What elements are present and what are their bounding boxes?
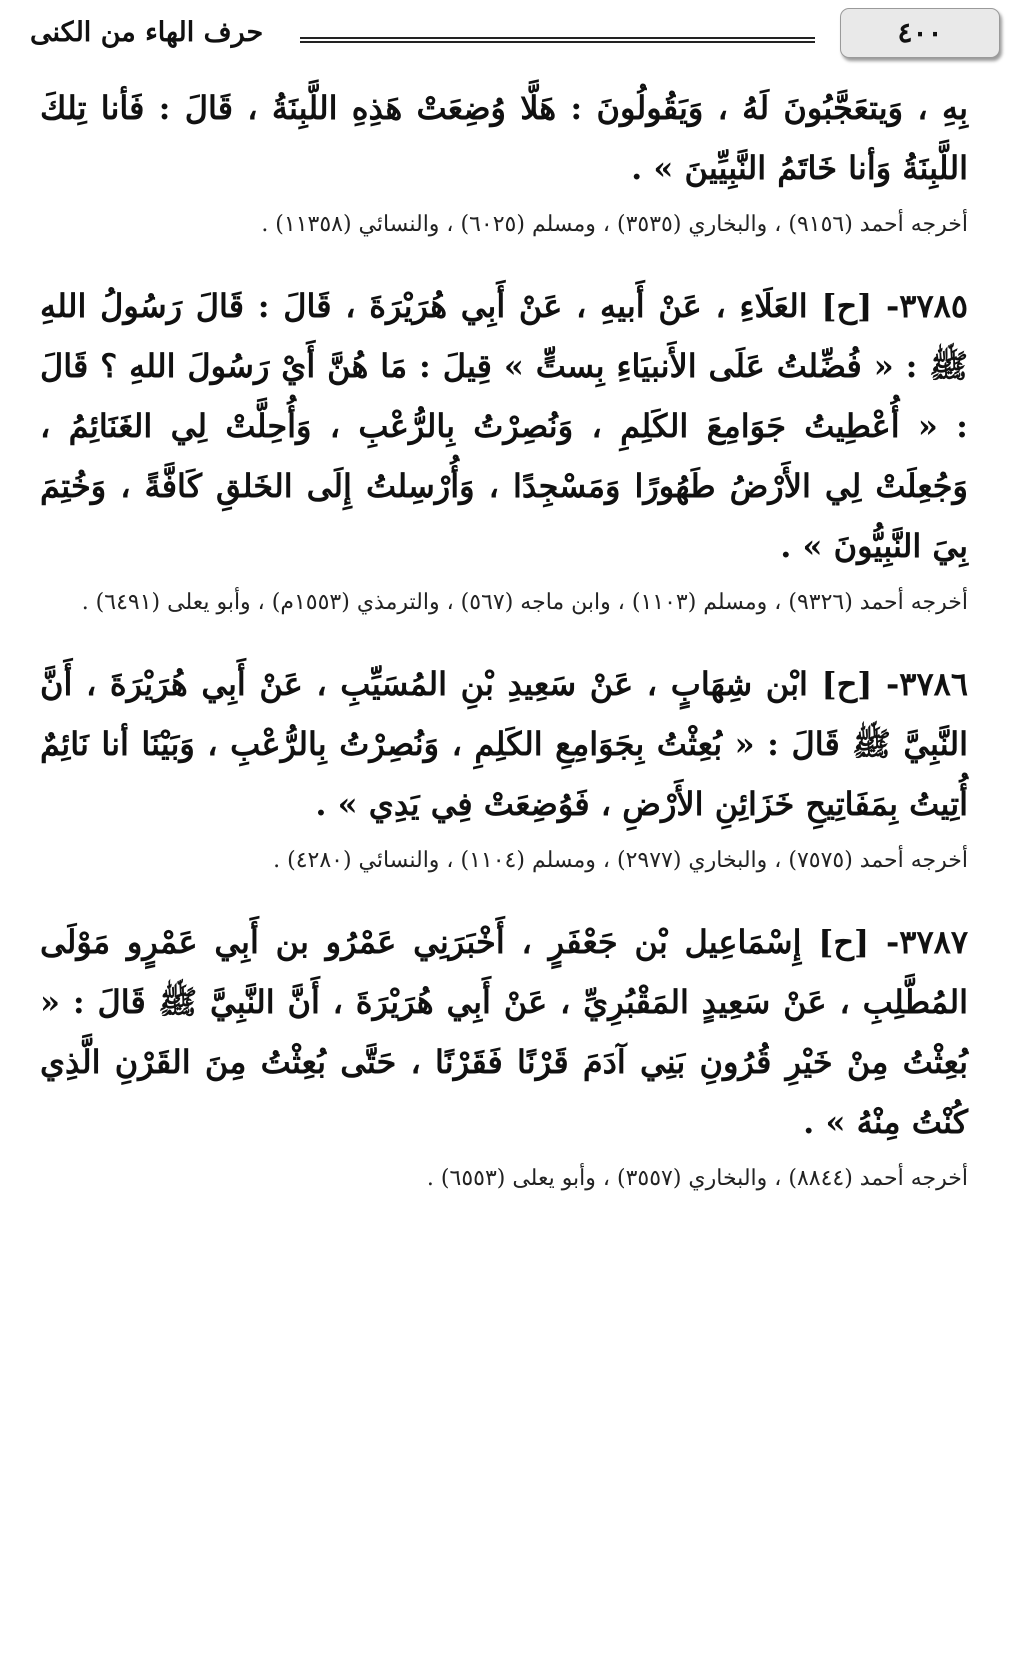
- hadith-reference: أخرجه أحمد (٩٣٢٦) ، ومسلم (١١٠٣) ، وابن ماجه (٥٦٧) ، والترمذي (١٥٥٣م) ، وأبو يعلى (٦٤٩١) .: [81, 590, 968, 615]
- page-content: [40, 78, 968, 1200]
- hadith-reference: أخرجه أحمد (٩١٥٦) ، والبخاري (٣٥٣٥) ، ومسلم (٦٠٢٥) ، والنسائي (١١٣٥٨) .: [261, 212, 968, 237]
- hadith-reference: أخرجه أحمد (٧٥٧٥) ، والبخاري (٢٩٧٧) ، ومسلم (١١٠٤) ، والنسائي (٤٢٨٠) .: [273, 848, 968, 873]
- hadith-3787: [40, 912, 968, 1200]
- header-rule: [300, 37, 815, 43]
- page-header: [30, 8, 970, 68]
- hadith-text: بِهِ ، وَيتعَجَّبُونَ لَهُ ، وَيَقُولُونَ : هَلَّا وُضِعَتْ هَذِهِ اللَّبِنَةُ ، قَالَ : فَأنا تِلكَ اللَّبِنَةُ وَأنا خَاتَمُ النَّبِيِّينَ » .: [40, 89, 969, 187]
- hadith-reference: أخرجه أحمد (٨٨٤٤) ، والبخاري (٣٥٥٧) ، وأبو يعلى (٦٥٥٣) .: [426, 1166, 968, 1191]
- hadith-text: ٣٧٨٧- [ح] إِسْمَاعِيل بْن جَعْفَرٍ ، أَخْبَرَنِي عَمْرُو بن أَبِي عَمْرٍو مَوْلَى المُطَّلِبِ ، عَنْ سَعِيدٍ المَقْبُرِيِّ ، عَنْ أَبِي هُرَيْرَةَ ، أَنَّ النَّبِيَّ ﷺ قَالَ : « بُعِثْتُ مِنْ خَيْرِ قُرُونِ بَنِي آدَمَ قَرْنًا فَقَرْنًا ، حَتَّى بُعِثْتُ مِنَ القَرْنِ الَّذِي كُنْتُ مِنْهُ » .: [40, 923, 969, 1141]
- page-number: ٤٠٠: [840, 8, 1000, 58]
- chapter-title: حرف الهاء من الكنى: [30, 17, 264, 48]
- hadith-text: ٣٧٨٦- [ح] ابْن شِهَابٍ ، عَنْ سَعِيدِ بْنِ المُسَيِّبِ ، عَنْ أَبِي هُرَيْرَةَ ، أَنَّ النَّبِيَّ ﷺ قَالَ : « بُعِثْتُ بِجَوَامِعِ الكَلِمِ ، وَنُصِرْتُ بِالرُّعْبِ ، وَبَيْنَا أنا نَائِمٌ أُتِيتُ بِمَفَاتِيحِ خَزَائِنِ الأَرْضِ ، فَوُضِعَتْ فِي يَدِي » .: [40, 665, 968, 823]
- hadith-text: ٣٧٨٥- [ح] العَلَاءِ ، عَنْ أَبيهِ ، عَنْ أَبِي هُرَيْرَةَ ، قَالَ : قَالَ رَسُولُ اللهِ ﷺ : « فُضِّلتُ عَلَى الأَنبيَاءِ بِستٍّ » قِيلَ : مَا هُنَّ أَيْ رَسُولَ اللهِ ؟ قَالَ : « أُعْطِيتُ جَوَامِعَ الكَلِمِ ، وَنُصِرْتُ بِالرُّعْبِ ، وَأُحِلَّتْ لِي الغَنَائِمُ ، وَجُعِلَتْ لِي الأَرْضُ طَهُورًا وَمَسْجِدًا ، وَأُرْسِلتُ إِلَى الخَلقِ كَافَّةً ، وَخُتِمَ بِيَ النَّبِيُّونَ » .: [40, 287, 968, 565]
- hadith-3786: [40, 654, 968, 882]
- hadith-continuation: [40, 78, 968, 246]
- hadith-3785: [40, 276, 968, 624]
